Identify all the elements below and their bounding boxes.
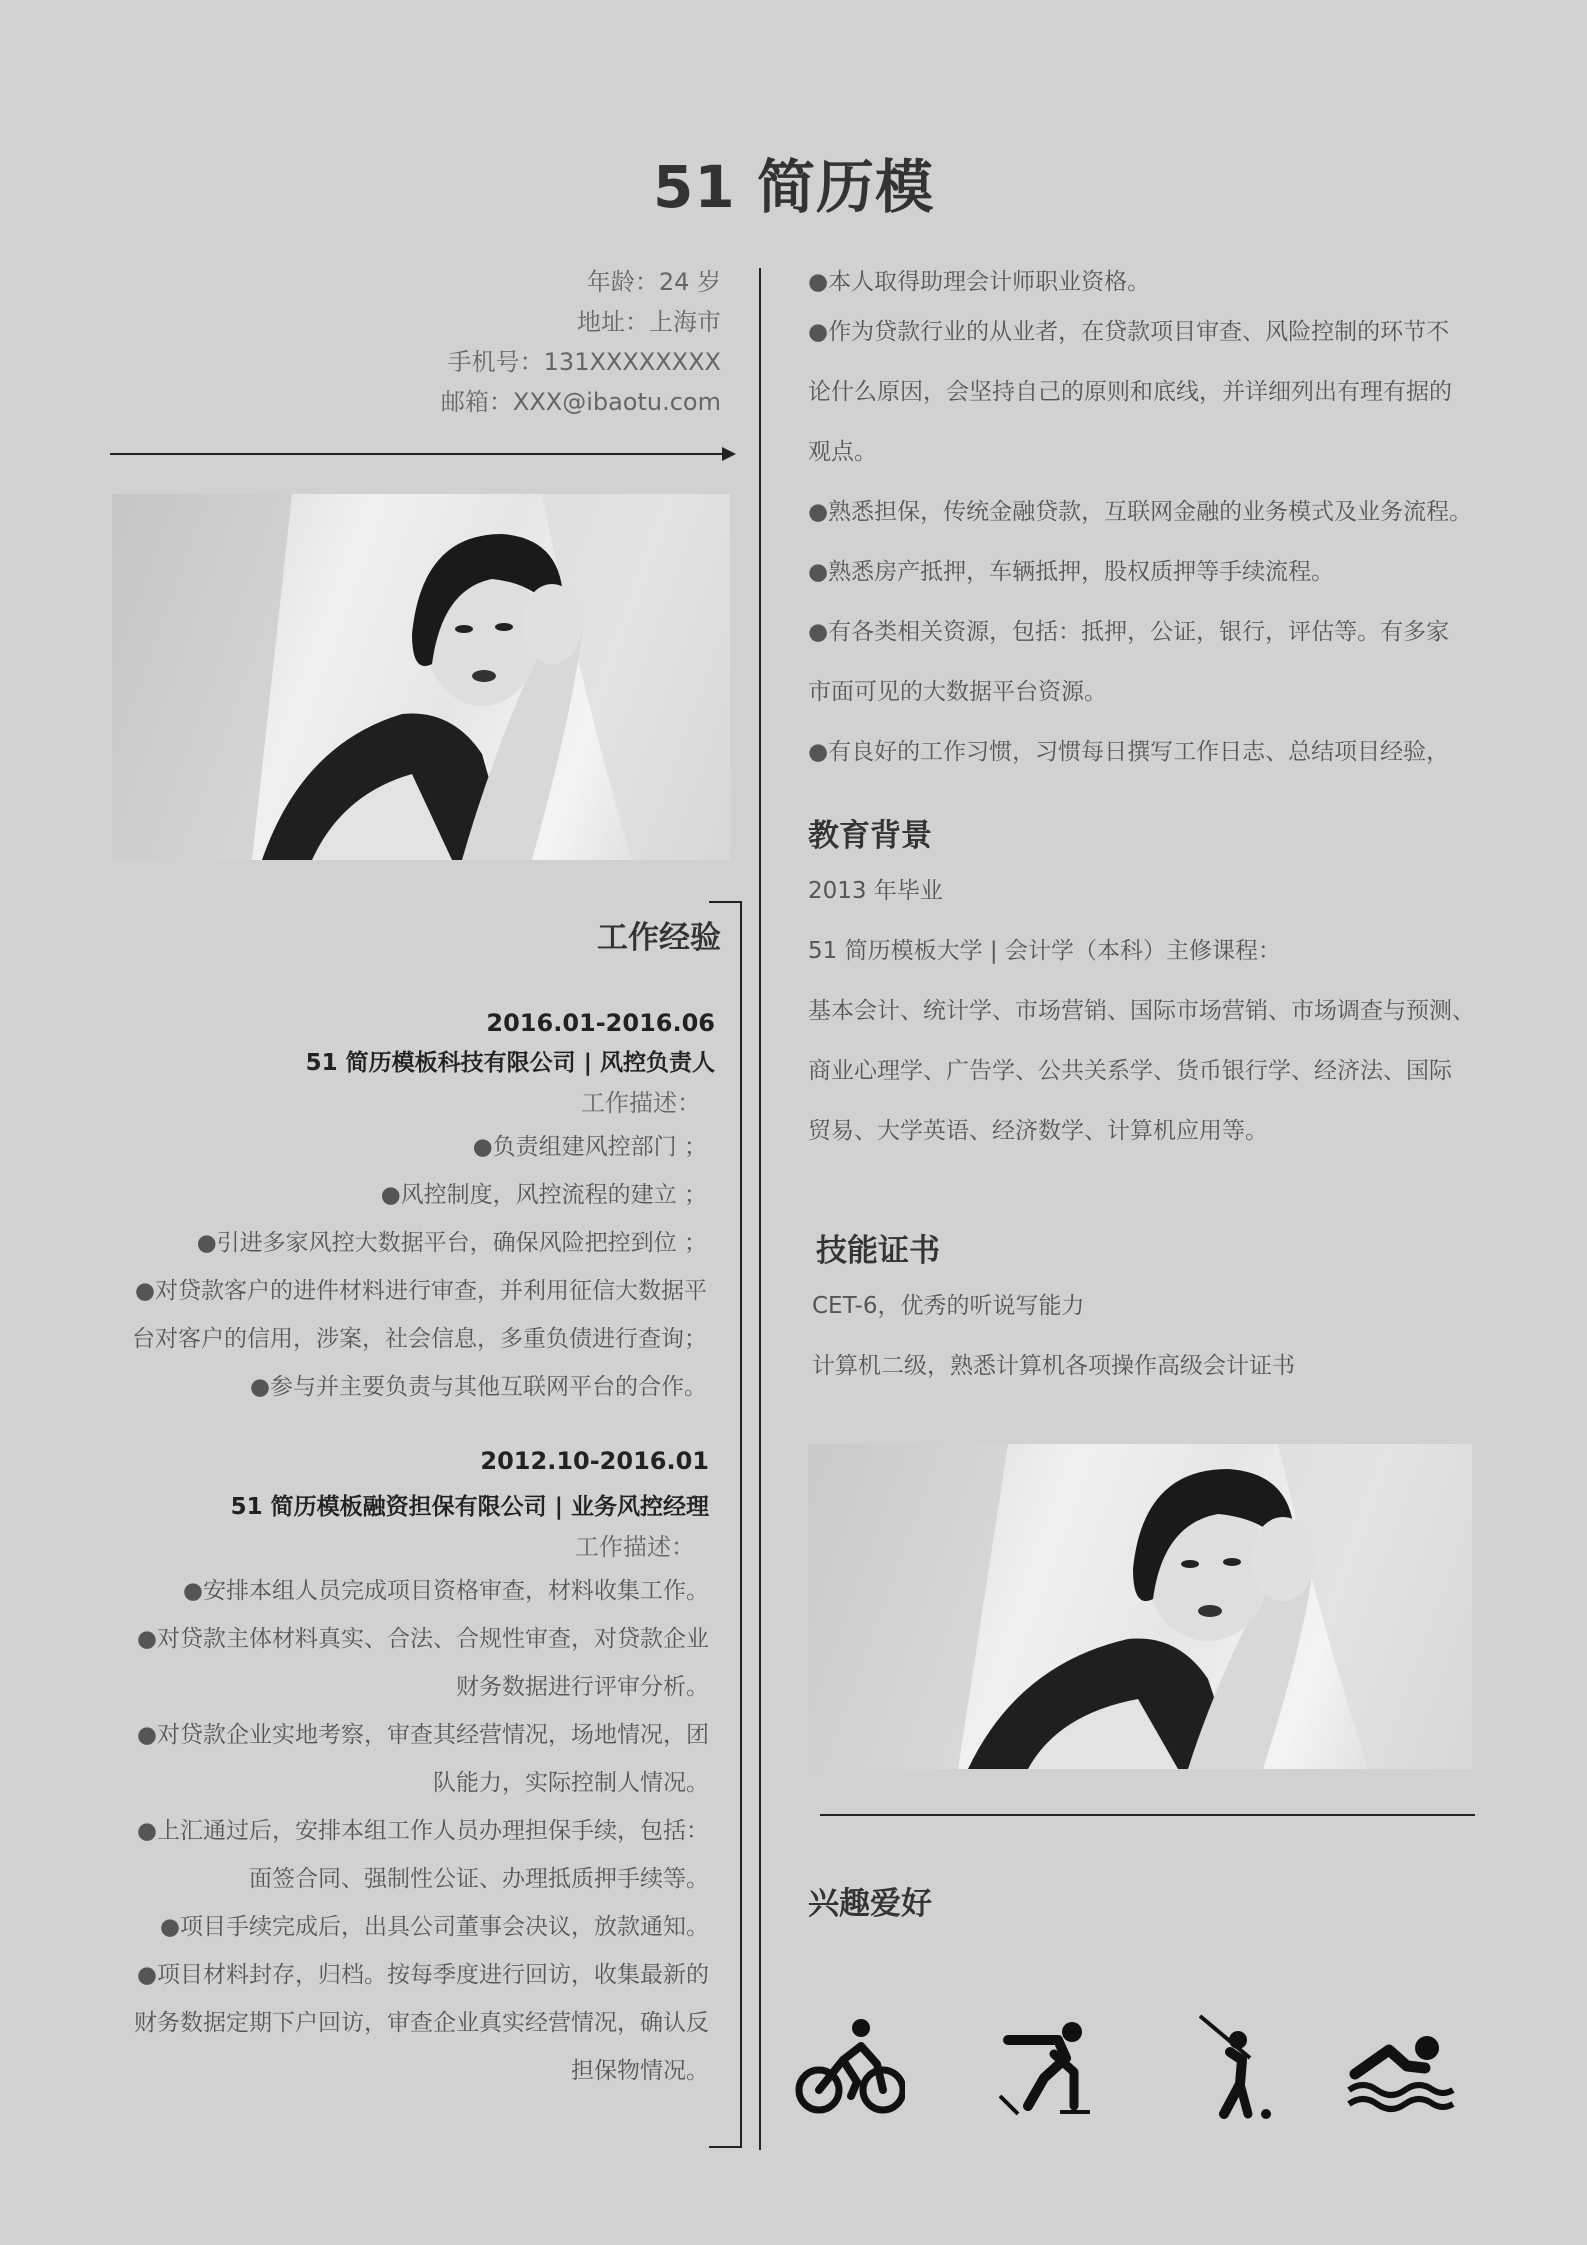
job-date: 2012.10-2016.01: [480, 1447, 709, 1475]
cycling-icon: [795, 2010, 905, 2120]
self-line: 市面可见的大数据平台资源。: [808, 679, 1107, 705]
job-bullet: ●上汇通过后，安排本组工作人员办理担保手续，包括：: [136, 1818, 709, 1844]
job-bullet: ●安排本组人员完成项目资格审查，材料收集工作。: [182, 1578, 709, 1604]
work-experience-section: [81, 912, 721, 2095]
self-line: ●有良好的工作习惯，习惯每日撰写工作日志、总结项目经验，: [808, 739, 1450, 765]
bracket-bottom: [709, 2146, 742, 2148]
job-date: 2016.01-2016.06: [486, 1009, 715, 1037]
skill-line: CET-6，优秀的听说写能力: [812, 1293, 1085, 1319]
bracket-line: [740, 902, 742, 2148]
job-bullet: ●参与并主要负责与其他互联网平台的合作。: [249, 1374, 707, 1400]
education-line: 贸易、大学英语、经济数学、计算机应用等。: [808, 1118, 1268, 1144]
education-section: [808, 861, 1488, 1161]
education-line: 2013 年毕业: [808, 878, 943, 904]
job-bullet: 队能力，实际控制人情况。: [433, 1770, 709, 1796]
job-bullet: 财务数据进行评审分析。: [456, 1674, 709, 1700]
skills-title: 技能证书: [816, 1233, 940, 1269]
self-line: ●作为贷款行业的从业者，在贷款项目审查、风险控制的环节不: [808, 319, 1450, 345]
job-bullet: ●风控制度，风控流程的建立 ；: [380, 1182, 707, 1208]
self-line: ●有各类相关资源，包括：抵押，公证，银行，评估等。有多家: [808, 619, 1450, 645]
education-line: 基本会计、统计学、市场营销、国际市场营销、市场调查与预测、: [808, 998, 1475, 1024]
job-bullet: 面签合同、强制性公证、办理抵质押手续等。: [249, 1866, 709, 1892]
profile-photo: [112, 494, 730, 860]
skating-icon: [988, 2010, 1098, 2120]
job-bullet: ●对贷款企业实地考察，审查其经营情况，场地情况，团: [136, 1722, 709, 1748]
skill-line: 计算机二级，熟悉计算机各项操作高级会计证书: [812, 1353, 1295, 1379]
job-desc-label: 工作描述：: [581, 1089, 701, 1117]
job-entry: [81, 1441, 721, 2095]
job-bullet: 财务数据定期下户回访，审查企业真实经营情况，确认反: [134, 2010, 709, 2036]
job-bullet: ●负责组建风控部门 ；: [472, 1134, 707, 1160]
education-line: 商业心理学、广告学、公共关系学、货币银行学、经济法、国际: [808, 1058, 1452, 1084]
golf-icon: [1180, 2010, 1290, 2120]
arrow-divider: [110, 453, 726, 455]
job-entry: [81, 1003, 721, 1411]
self-line: 观点。: [808, 439, 877, 465]
job-desc-label: 工作描述：: [575, 1533, 695, 1561]
job-bullet: ●引进多家风控大数据平台，确保风险把控到位 ；: [196, 1230, 707, 1256]
self-evaluation: [808, 262, 1488, 782]
contact-address: 地址：上海市: [577, 308, 721, 336]
education-line: 51 简历模板大学 | 会计学（本科）主修课程：: [808, 938, 1281, 964]
education-title: 教育背景: [808, 818, 932, 854]
section-divider: [820, 1814, 1475, 1816]
job-bullet: ●对贷款主体材料真实、合法、合规性审查，对贷款企业: [136, 1626, 709, 1652]
contact-age: 年龄：24 岁: [586, 268, 721, 296]
resume-title: 51 简历模: [653, 153, 934, 221]
self-line: ●熟悉担保，传统金融贷款，互联网金融的业务模式及业务流程。: [808, 499, 1473, 525]
swimming-icon: [1345, 2010, 1455, 2120]
job-bullet: 担保物情况。: [571, 2058, 709, 2084]
job-bullet: 台对客户的信用，涉案，社会信息，多重负债进行查询；: [132, 1326, 707, 1352]
self-line: ●熟悉房产抵押，车辆抵押，股权质押等手续流程。: [808, 559, 1335, 585]
job-company-position: 51 简历模板融资担保有限公司 | 业务风控经理: [230, 1494, 709, 1520]
job-company-position: 51 简历模板科技有限公司 | 风控负责人: [305, 1050, 715, 1076]
center-divider: [759, 268, 761, 2150]
skills-section: [808, 1276, 1488, 1396]
contact-email: 邮箱：XXX@ibaotu.com: [440, 388, 721, 416]
self-line: 论什么原因，会坚持自己的原则和底线，并详细列出有理有据的: [808, 379, 1452, 405]
hobbies-title: 兴趣爱好: [808, 1886, 932, 1922]
secondary-photo: [808, 1444, 1472, 1769]
contact-phone: 手机号：131XXXXXXXX: [447, 348, 721, 376]
arrow-head-icon: [722, 447, 736, 461]
job-bullet: ●项目材料封存，归档。按每季度进行回访，收集最新的: [136, 1962, 709, 1988]
right-column: [808, 262, 1488, 1396]
job-bullet: ●项目手续完成后，出具公司董事会决议，放款通知。: [159, 1914, 709, 1940]
bracket-top: [709, 901, 742, 903]
contact-info: [441, 262, 721, 422]
job-bullet: ●对贷款客户的进件材料进行审查，并利用征信大数据平: [134, 1278, 707, 1304]
work-experience-title: 工作经验: [597, 920, 721, 956]
self-line: ●本人取得助理会计师职业资格。: [808, 269, 1151, 295]
